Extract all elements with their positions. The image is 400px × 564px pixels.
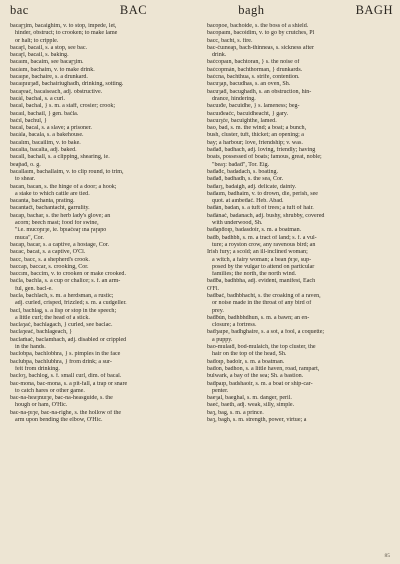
entry-line: muca", Cor. <box>15 234 44 241</box>
entry-line: bacál, bachal, s. a curl. <box>10 95 66 102</box>
entry-line: a puppy. <box>212 336 233 343</box>
entry-line: bush, cluster, tuft, thicket; an opening; a <box>207 132 304 139</box>
entry-line: baḋḃa, badhbha, adj. evident, manifest, Each <box>207 278 316 285</box>
entry-line: to catch hares or other game. <box>15 387 85 394</box>
entry-line: closure; a fortress. <box>212 322 257 329</box>
entry-line: bulwark, a bay of the sea; Sh. a bastion. <box>207 373 304 380</box>
entry-line: bacan, bacan, s. the hinge of a door; a hook; <box>10 183 117 190</box>
entry-line: drink. <box>212 52 227 59</box>
entry-line: "beaȝ: baḋaḋ", Tor. Eig. <box>212 161 270 168</box>
entry-line: bacanta, bachanta, prating. <box>10 198 75 205</box>
entry-line: baḋánaċ, badanach, adj. bushy, shrubby, covered <box>207 212 325 219</box>
entry-line: feit from drinking. <box>15 365 60 372</box>
entry-line: baḋpaıp, badshaoir, s. m. a boat or ship-car- <box>207 380 313 387</box>
header-left: bac <box>10 3 29 17</box>
entry-line: bacuȝaḋ, bacughadh, s. an obstruction, hin- <box>207 88 312 95</box>
entry-line: baḋaḋ, badhadh, s. the sea, Cor. <box>207 176 284 183</box>
header-right: BAGH <box>355 3 393 17</box>
entry-line: bacalım, bacailim, v. to bake. <box>10 139 81 146</box>
entry-line: posed by the vulgar to attend on particular <box>212 263 315 270</box>
entry-line: baćla, bachla, s. a cup or chalice; s. f. an arm- <box>10 278 121 285</box>
entry-line: ture; a royston crow, any ravenous bird; an <box>212 241 316 248</box>
entry-line: baccım, baccim, v. to crooken or make crooked. <box>10 271 126 278</box>
entry-line: baȝ, bagh, s. m. strength, power, virtue; a <box>207 417 307 424</box>
entry-line: baḋaḋc, badadach, s. boating. <box>207 168 279 175</box>
entry-line: baḋaıȝ, badaigh, adj. delicate, dainty. <box>207 183 297 190</box>
entry-line: bacap, bacar, s. a captive, a hostage, Cor. <box>10 241 109 248</box>
entry-line: bacaɼl, bacail, s. baking. <box>10 52 69 59</box>
entry-line: baćıl, bachul, } <box>10 117 47 124</box>
entry-line: bacc, bacc, s. a shepherd's crook. <box>10 256 90 263</box>
entry-line: bay; a harbour; love, friendship; v. was. <box>207 139 303 146</box>
entry-line: bacuȝaɲ, bacudhas, s. an oven, Sh. <box>207 81 291 88</box>
entry-line: baḋán, badan, s. a tuft of trees; a tuft of hair. <box>207 205 314 212</box>
entry-line: baćcna, bachthua, s. strife, contention. <box>207 74 300 81</box>
entry-line: baḋon, badhon, s. a little haven, road, rampart, <box>207 365 320 372</box>
entry-line: bacaɼȝim, bacaighim, v. to stop, impede, let, <box>10 23 117 29</box>
entry-line: bacuıȝċe, bacuighthe, lamed. <box>207 117 277 124</box>
entry-line: bac-na-pıȝe, bac-na-righe, s. the hollow of the <box>10 409 122 416</box>
entry-line: bacuıḋe, bacuidhe, } s. lameness; beg- <box>207 103 300 110</box>
header-center: BAC <box>119 3 148 17</box>
entry-line: bacaıl, bachail, } gen. baċla. <box>10 110 79 117</box>
entry-line: baćcopmán, bachthorman, } drunkards. <box>207 66 303 73</box>
entry-line: arm upon bending the elbow, O'Hic. <box>15 417 103 424</box>
entry-line: penter. <box>212 387 229 394</box>
entry-line: bacaım, bacaim, see bacaɼȝim. <box>10 59 84 66</box>
entry-line: with underwood, Sh. <box>212 220 263 227</box>
entry-line: bao-mulaıḋ, bod-mulaich, the top cluster, the <box>207 344 316 351</box>
entry-line: families; the north, the north wind. <box>212 271 297 278</box>
entry-line: bacallaım, bachallaim, v. to clip round, to trim, <box>10 168 124 175</box>
entry-line: baclaṁaċ, baclamhach, adj. disabled or crippled <box>10 336 127 343</box>
right-column <box>207 23 393 424</box>
entry-line: a little curl; the head of a stick. <box>15 314 90 321</box>
entry-line: "i.e. mucoɲıȝe, ie. bpıaċeaɼ ına ɼaɼaɲo <box>15 227 107 234</box>
entry-line: bacaıɲıuȝaḋ, bachairiughadh, drinking, sotting. <box>10 81 124 88</box>
entry-line: bac-na-heaȝnuıȝe, bac-na-heasguide, s. the <box>10 395 113 402</box>
entry-line: bacála, bacala, s. a bakehouse. <box>10 132 84 139</box>
entry-line: bacl, bachlag, s. a lisp or stop in the speech; <box>10 307 117 314</box>
entry-line: or noise made in the throat of any bird of <box>212 300 312 307</box>
entry-line: bacac, bacat, s. a captive, O'Cl. <box>10 249 86 256</box>
entry-line: boats, possessed of boats; famous, great, noble; <box>207 154 322 161</box>
entry-line: a stake to which cattle are tied. <box>15 190 90 197</box>
entry-line: O'Fl. <box>207 285 220 292</box>
entry-line: baḋaɲḋoıp, badasdoir, s. m. a boatman. <box>207 227 302 234</box>
entry-line: or halt; to cripple. <box>15 37 59 44</box>
entry-line: baćcopaın, bachtoran, } s. the noise of <box>207 59 300 66</box>
entry-line: baḋb, badhbh, s. m. a tract of land; s. f. a vul- <box>207 234 317 241</box>
entry-line: bacal, bacal, s. a slave; a prisoner. <box>10 125 92 132</box>
entry-line: bacopaım, bacoidim, v. to go by crutches, Pl <box>207 30 315 37</box>
entry-line: bacantaċt, bachantacht, garrulity. <box>10 205 90 212</box>
entry-line: bacla, bachlach, s. m. a herdsman, a rustic; <box>10 292 114 299</box>
entry-line: bac-mona, bac-mona, s. a pit-fall, a trap or snare <box>10 380 128 387</box>
entry-line: baḋȝaıpe, badhghaire, s. a sot, a fool, a coquette; <box>207 329 325 336</box>
entry-line: baeȝal, baeghal, s. m. danger, peril. <box>207 395 292 402</box>
header-center-2: bagh <box>238 3 265 17</box>
entry-line: baclaȝaċ, bachlagach, } curled, see baclac. <box>10 322 113 329</box>
entry-line: hinder, obstruct; to crooken; to make lame <box>15 30 118 37</box>
entry-line: baeċ, baeth, adj. weak, silly, simple. <box>207 402 295 409</box>
entry-line: bacaɼeaċ, bacaiseach, adj. obstructive. <box>10 88 103 95</box>
entry-line: beaṗaḋ, o. g. <box>10 161 41 168</box>
entry-line: in the hands. <box>15 344 46 351</box>
entry-line: prey. <box>212 307 224 314</box>
entry-line: bac-ċuıneaɲ, bach-thinneas, s. sickness after <box>207 44 314 51</box>
entry-line: bacaɼl, bacail, s. a stop, see bac. <box>10 44 88 51</box>
entry-line: to shear. <box>15 176 36 183</box>
entry-line: baḋaḋ, badhach, adj. loving, friendly; having <box>207 147 316 154</box>
columns <box>10 23 393 424</box>
entry-line: bacáım, bachaim, v. to make drink. <box>10 66 95 73</box>
entry-line: acorn; beech mast; food for swine, <box>15 220 99 227</box>
entry-line: baccaɲ, baccar, s. crooking, Cor. <box>10 263 89 270</box>
entry-line: bacal, bachal, } s. m. a staff, crosier; crook; <box>10 103 116 110</box>
entry-line: adj. curled, crisped, frizzled; s. m. a cudgeller. <box>15 300 127 307</box>
entry-line: baclaȝeaċ, bachlageach, } <box>10 329 73 336</box>
entry-line: a witch, a fairy woman; a bean ṗıȝe, sup- <box>212 256 312 263</box>
entry-line: Irish fury; a scold; an ill-inclined woman; <box>207 249 308 256</box>
entry-line: baclubpa, bachlubhra, } from drink; a sur- <box>10 358 112 365</box>
entry-line: baḋoıp, badoir, s. m. a boatman. <box>207 358 285 365</box>
entry-line: bacoɲoe, bachoide, s. the boss of a shield. <box>207 23 309 29</box>
entry-line: bacall, bachall, s. a clipping, shearing, ie. <box>10 154 110 161</box>
entry-line: drance, hindering. <box>212 95 256 102</box>
left-column <box>10 23 196 424</box>
entry-line: quot. at aınbeḋaċ. Heb. Abad. <box>212 198 284 205</box>
entry-line: bacaıɲe, bachaire, s. a drunkard. <box>10 74 88 81</box>
entry-line: bacuıḋeaċc, bacuidheacht, } gary. <box>207 110 289 117</box>
entry-line: baȝ, bag, s. m. a prince. <box>207 409 264 416</box>
running-header <box>10 3 393 19</box>
page-folio: 85 <box>384 553 390 559</box>
entry-line: hough or ham, O'Hic. <box>15 402 68 409</box>
entry-line: bacap, bachar, s. the herb lady's glove; an <box>10 212 111 219</box>
entry-line: bacalta, bacalta, adj. baked. <box>10 147 77 154</box>
entry-line: bacc, bacht, s. fire. <box>207 37 253 44</box>
entry-line: bacloȝ, bachlog, s. f. small curl, dim. of bacal. <box>10 373 122 380</box>
entry-line: bao, bad, s. m. the wind; a boat; a bunch, <box>207 125 307 132</box>
entry-line: baḋaım, badhaim, v. to drown, die, perish, see <box>207 190 318 197</box>
entry-line: hair on the top of the head, Sh. <box>212 351 287 358</box>
entry-line: baḋbaċ, badhbhacht, s. the croaking of a raven, <box>207 292 321 299</box>
entry-line: baclobpa, bachlobhra, } s. pimples in the face <box>10 351 121 358</box>
entry-line: ful, gen. bacl-e. <box>15 285 53 292</box>
entry-line: baḋḃún, badhbhdhun, s. m. a bawn; an en- <box>207 314 310 321</box>
